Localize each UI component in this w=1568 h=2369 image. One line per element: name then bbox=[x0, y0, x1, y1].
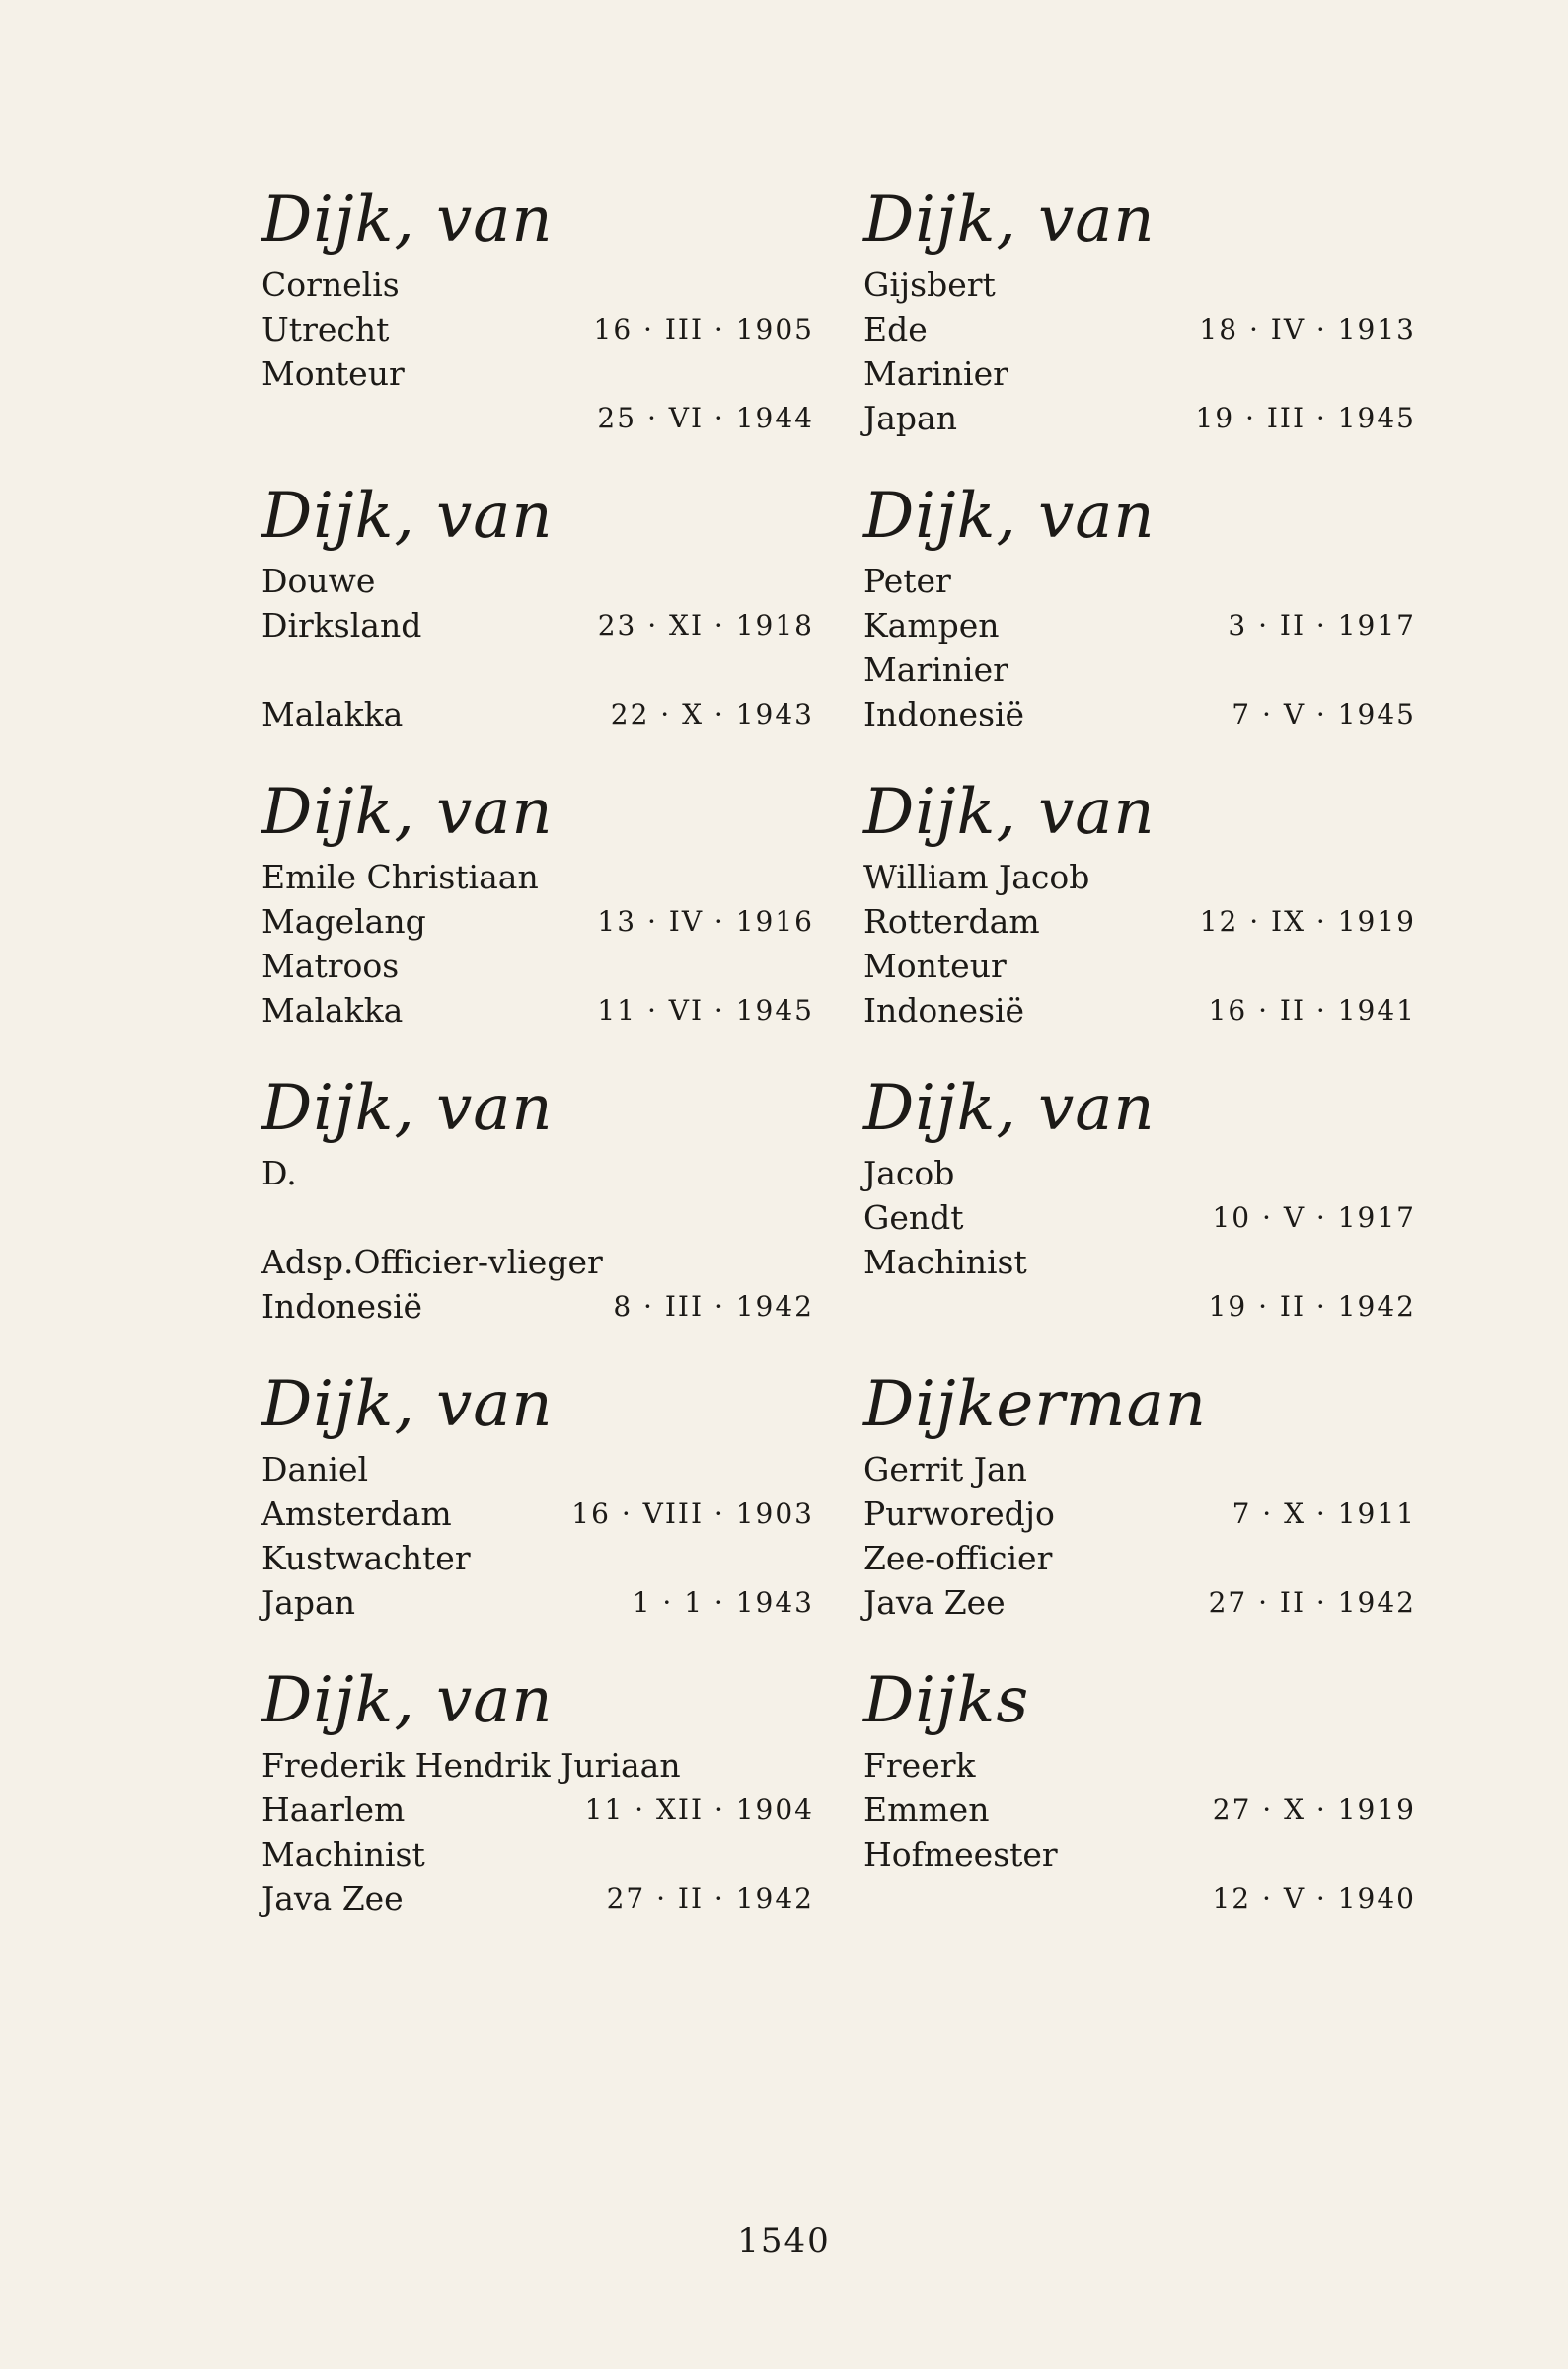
surname: Dijk, van bbox=[261, 184, 554, 257]
death-date: 11 · VI · 1945 bbox=[597, 994, 814, 1027]
first-name: Gijsbert bbox=[863, 266, 996, 304]
entry-row bbox=[863, 944, 1416, 988]
first-name: Douwe bbox=[261, 562, 376, 600]
death-place: Java Zee bbox=[261, 1879, 404, 1918]
entry-row bbox=[863, 1788, 1416, 1832]
birthplace: Ede bbox=[863, 310, 928, 348]
birth-date: 10 · V · 1917 bbox=[1212, 1201, 1416, 1234]
birthplace: Magelang bbox=[261, 902, 426, 941]
entry-row bbox=[863, 1284, 1416, 1329]
entry bbox=[863, 1066, 1416, 1362]
entry-row bbox=[863, 855, 1416, 899]
surname: Dijk, van bbox=[863, 480, 1156, 553]
entry-row bbox=[863, 307, 1416, 351]
birthplace: Haarlem bbox=[261, 1791, 406, 1829]
entry-row bbox=[261, 1743, 814, 1788]
entry-row bbox=[261, 855, 814, 899]
surname: Dijk, van bbox=[261, 480, 554, 553]
birthplace: Utrecht bbox=[261, 310, 390, 348]
entry-row bbox=[261, 396, 814, 440]
entry-row bbox=[261, 1491, 814, 1536]
entry-row bbox=[863, 559, 1416, 603]
entry-row bbox=[261, 648, 814, 692]
death-date: 27 · II · 1942 bbox=[606, 1882, 814, 1915]
entry-row bbox=[863, 988, 1416, 1032]
entry-row bbox=[863, 1743, 1416, 1788]
rank: Kustwachter bbox=[261, 1539, 471, 1577]
page-number: 1540 bbox=[737, 2221, 831, 2260]
birthplace: Dirksland bbox=[261, 606, 422, 645]
death-place: Malakka bbox=[261, 991, 404, 1030]
first-name: William Jacob bbox=[863, 858, 1090, 896]
death-place: Japan bbox=[261, 1583, 355, 1622]
death-place: Japan bbox=[863, 399, 957, 437]
entry-row bbox=[863, 1536, 1416, 1580]
birth-date: 27 · X · 1919 bbox=[1212, 1794, 1416, 1826]
entry-row bbox=[261, 1195, 814, 1240]
entry bbox=[261, 770, 814, 1066]
entry-row bbox=[863, 1195, 1416, 1240]
death-date: 16 · II · 1941 bbox=[1208, 994, 1416, 1027]
first-name: Cornelis bbox=[261, 266, 400, 304]
death-place: Indonesië bbox=[261, 1287, 423, 1326]
death-place: Malakka bbox=[261, 695, 404, 733]
birth-date: 11 · XII · 1904 bbox=[584, 1794, 814, 1826]
entry-row bbox=[863, 1832, 1416, 1876]
birth-date: 7 · X · 1911 bbox=[1232, 1497, 1416, 1530]
entry bbox=[261, 1066, 814, 1362]
death-place: Indonesië bbox=[863, 991, 1025, 1030]
entry-row bbox=[863, 351, 1416, 396]
entry bbox=[863, 474, 1416, 770]
death-date: 19 · II · 1942 bbox=[1208, 1290, 1416, 1323]
entry-row bbox=[261, 603, 814, 648]
entry-row bbox=[863, 1447, 1416, 1491]
left-column bbox=[261, 178, 814, 1954]
surname: Dijk, van bbox=[261, 1072, 554, 1145]
entry bbox=[261, 178, 814, 474]
birthplace: Amsterdam bbox=[261, 1494, 452, 1533]
death-date: 25 · VI · 1944 bbox=[597, 402, 814, 434]
surname: Dijk, van bbox=[261, 1664, 554, 1737]
first-name: D. bbox=[261, 1154, 297, 1192]
birth-date: 16 · VIII · 1903 bbox=[571, 1497, 814, 1530]
entry bbox=[863, 1362, 1416, 1658]
entry-row bbox=[261, 1536, 814, 1580]
surname: Dijks bbox=[863, 1664, 1030, 1737]
death-place: Java Zee bbox=[863, 1583, 1006, 1622]
birth-date: 18 · IV · 1913 bbox=[1199, 313, 1416, 345]
surname: Dijk, van bbox=[863, 1072, 1156, 1145]
entry-row bbox=[863, 692, 1416, 736]
entry-row bbox=[863, 603, 1416, 648]
entry-row bbox=[863, 1580, 1416, 1625]
first-name: Peter bbox=[863, 562, 951, 600]
entry-row bbox=[863, 1151, 1416, 1195]
first-name: Jacob bbox=[863, 1154, 955, 1192]
rank: Adsp.Officier-vlieger bbox=[261, 1243, 603, 1281]
entry-row bbox=[261, 1151, 814, 1195]
rank: Marinier bbox=[863, 650, 1008, 689]
entry bbox=[863, 1658, 1416, 1954]
surname: Dijk, van bbox=[863, 776, 1156, 849]
surname: Dijk, van bbox=[261, 1368, 554, 1441]
entry-row bbox=[261, 988, 814, 1032]
entry-row bbox=[261, 899, 814, 944]
entry-row bbox=[863, 648, 1416, 692]
entry-row bbox=[261, 307, 814, 351]
entry-row bbox=[261, 559, 814, 603]
birthplace: Emmen bbox=[863, 1791, 990, 1829]
death-date: 19 · III · 1945 bbox=[1195, 402, 1416, 434]
first-name: Gerrit Jan bbox=[863, 1450, 1027, 1489]
right-column bbox=[863, 178, 1416, 1954]
rank: Matroos bbox=[261, 947, 400, 985]
entry-row bbox=[261, 263, 814, 307]
entry-row bbox=[261, 1284, 814, 1329]
death-date: 7 · V · 1945 bbox=[1232, 698, 1416, 730]
entry-row bbox=[261, 1832, 814, 1876]
entry-row bbox=[863, 899, 1416, 944]
rank: Zee-officier bbox=[863, 1539, 1053, 1577]
rank: Hofmeester bbox=[863, 1835, 1058, 1873]
birth-date: 3 · II · 1917 bbox=[1228, 609, 1416, 642]
entry bbox=[261, 1362, 814, 1658]
surname: Dijk, van bbox=[261, 776, 554, 849]
entry-row bbox=[863, 396, 1416, 440]
entry-row bbox=[261, 944, 814, 988]
entry-row bbox=[863, 1240, 1416, 1284]
birth-date: 13 · IV · 1916 bbox=[597, 905, 814, 938]
birthplace: Gendt bbox=[863, 1198, 964, 1237]
entry-row bbox=[863, 263, 1416, 307]
entry-row bbox=[863, 1491, 1416, 1536]
first-name: Frederik Hendrik Juriaan bbox=[261, 1746, 681, 1785]
death-date: 1 · 1 · 1943 bbox=[632, 1586, 814, 1619]
birth-date: 16 · III · 1905 bbox=[593, 313, 814, 345]
rank: Monteur bbox=[863, 947, 1007, 985]
death-date: 12 · V · 1940 bbox=[1212, 1882, 1416, 1915]
death-date: 22 · X · 1943 bbox=[610, 698, 814, 730]
entry bbox=[863, 770, 1416, 1066]
entry-row bbox=[261, 1788, 814, 1832]
rank: Machinist bbox=[261, 1835, 425, 1873]
entry bbox=[863, 178, 1416, 474]
birth-date: 12 · IX · 1919 bbox=[1199, 905, 1416, 938]
birthplace: Rotterdam bbox=[863, 902, 1040, 941]
birth-date: 23 · XI · 1918 bbox=[597, 609, 814, 642]
entry-row bbox=[261, 1876, 814, 1921]
entry-row bbox=[261, 1447, 814, 1491]
entry-row bbox=[261, 692, 814, 736]
entry bbox=[261, 1658, 814, 1954]
entry-row bbox=[261, 1580, 814, 1625]
birthplace: Kampen bbox=[863, 606, 1000, 645]
rank: Monteur bbox=[261, 354, 405, 393]
surname: Dijk, van bbox=[863, 184, 1156, 257]
death-date: 8 · III · 1942 bbox=[613, 1290, 814, 1323]
first-name: Emile Christiaan bbox=[261, 858, 539, 896]
first-name: Freerk bbox=[863, 1746, 976, 1785]
surname: Dijkerman bbox=[863, 1368, 1207, 1441]
first-name: Daniel bbox=[261, 1450, 369, 1489]
death-date: 27 · II · 1942 bbox=[1208, 1586, 1416, 1619]
death-place: Indonesië bbox=[863, 695, 1025, 733]
entry-row bbox=[863, 1876, 1416, 1921]
rank: Marinier bbox=[863, 354, 1008, 393]
entry-row bbox=[261, 1240, 814, 1284]
entry bbox=[261, 474, 814, 770]
rank: Machinist bbox=[863, 1243, 1027, 1281]
entry-row bbox=[261, 351, 814, 396]
birthplace: Purworedjo bbox=[863, 1494, 1055, 1533]
